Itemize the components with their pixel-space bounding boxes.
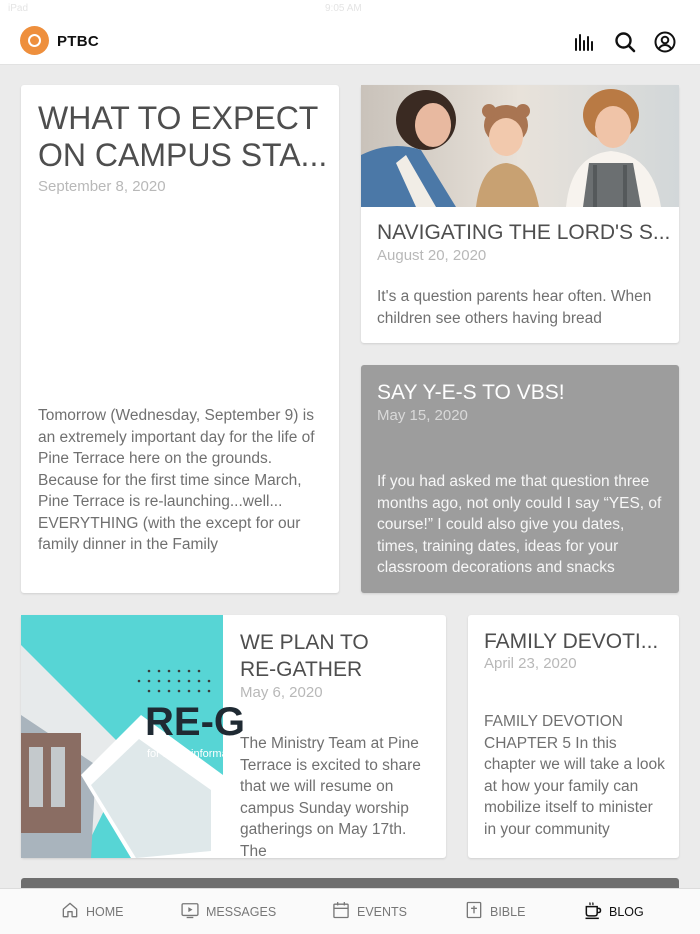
post-excerpt: If you had asked me that question three months ago, not only could I say “YES, of course!” I could also give you dates, times, training dates, ideas for your classroom decorations and snacks xyxy=(377,473,662,576)
tab-blog[interactable] xyxy=(583,900,644,923)
post-excerpt: FAMILY DEVOTION CHAPTER 5 In this chapter we will take a look at how your family can mobilize itself to minister in your community xyxy=(484,713,665,838)
post-date: May 15, 2020 xyxy=(377,407,468,424)
post-title-line2: ON CAMPUS STA... xyxy=(38,137,328,173)
play-screen-icon xyxy=(180,900,200,923)
post-date: August 20, 2020 xyxy=(377,247,487,264)
app-title: PTBC xyxy=(57,33,100,50)
search-icon[interactable] xyxy=(613,30,637,54)
image-regather-subtext: for more informa xyxy=(147,748,228,760)
tab-home[interactable] xyxy=(60,900,124,923)
tab-home-label: HOME xyxy=(86,904,124,919)
post-title: SAY Y-E-S TO VBS! xyxy=(377,381,565,404)
post-excerpt: The Ministry Team at Pine Terrace is excited to share that we will resume on campus Sunday worship gatherings on May 17th. The xyxy=(240,735,421,860)
tab-messages[interactable] xyxy=(180,900,276,923)
audio-bars-icon[interactable] xyxy=(572,30,596,54)
image-regather-text: RE-G xyxy=(145,700,245,744)
status-device: iPad xyxy=(8,3,29,14)
tab-blog-label: BLOG xyxy=(609,904,644,919)
post-excerpt: Tomorrow (Wednesday, September 9) is an extremely important day for the life of Pine Terrace here on the grounds. Because for the first time since March, Pine Terrace is re-launching...well... EVERYTHING (with the except for our family dinner in the Family xyxy=(38,407,315,553)
post-title: FAMILY DEVOTI... xyxy=(484,630,659,653)
post-excerpt: It's a question parents hear often. When children see others having bread xyxy=(377,288,652,327)
post-date: May 6, 2020 xyxy=(240,684,323,701)
post-title: NAVIGATING THE LORD'S S... xyxy=(377,221,671,244)
blog-post-card[interactable] xyxy=(21,615,446,858)
blog-post-card[interactable] xyxy=(361,85,679,343)
tab-events-label: EVENTS xyxy=(357,904,408,919)
status-bar xyxy=(0,0,700,18)
blog-post-card[interactable] xyxy=(361,365,679,593)
blog-post-card[interactable] xyxy=(21,85,339,593)
church-logo[interactable] xyxy=(20,26,49,55)
status-time: 9:05 AM xyxy=(325,3,362,14)
home-icon xyxy=(60,900,80,923)
calendar-icon xyxy=(331,900,351,923)
tab-events[interactable] xyxy=(331,900,407,923)
blog-post-card[interactable] xyxy=(468,615,679,858)
bottom-tab-bar xyxy=(0,888,700,934)
post-image-family-baking xyxy=(361,85,679,207)
post-title-line1: WE PLAN TO xyxy=(240,631,369,654)
tab-messages-label: MESSAGES xyxy=(206,904,277,919)
bible-icon xyxy=(464,900,484,923)
post-date: April 23, 2020 xyxy=(484,655,577,672)
profile-icon[interactable] xyxy=(653,30,677,54)
post-title-line1: WHAT TO EXPECT xyxy=(38,100,319,136)
post-title-line2: RE-GATHER xyxy=(240,658,363,681)
tab-bible-label: BIBLE xyxy=(490,904,526,919)
app-header xyxy=(0,18,700,65)
tab-bible[interactable] xyxy=(464,900,525,923)
post-date: September 8, 2020 xyxy=(38,178,166,195)
coffee-icon xyxy=(583,900,603,923)
post-image-regather xyxy=(21,615,245,858)
